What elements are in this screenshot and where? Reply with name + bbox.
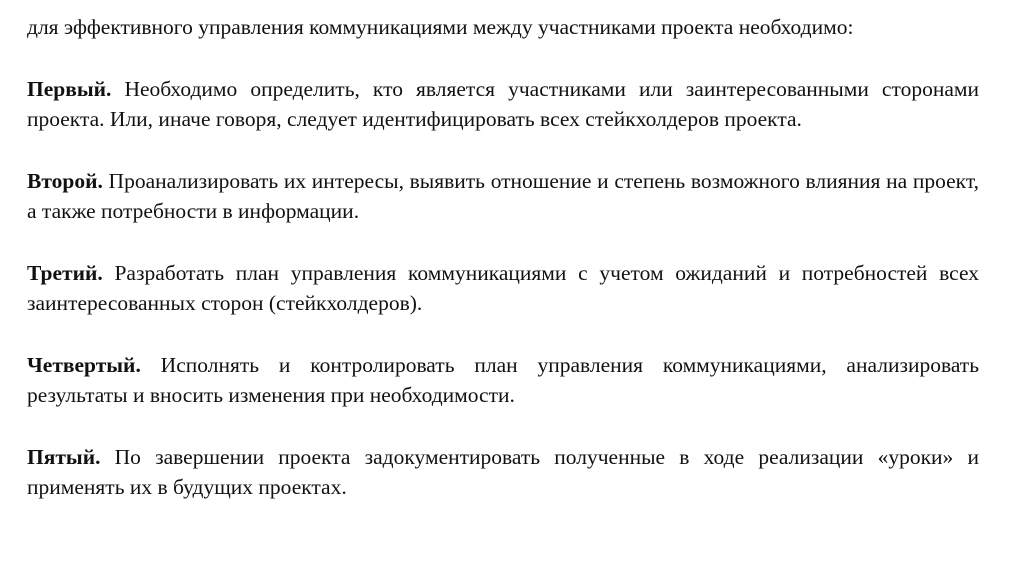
step-text-2: Проанализировать их интересы, выявить отношение и степень возможного влияния на проект, а также потребности в информации. [27,169,979,223]
document-page [27,12,979,534]
step-text-4: Исполнять и контролировать план управления коммуникациями, анализировать результаты и вносить изменения при необходимости. [27,353,980,407]
step-paragraph-4 [27,350,979,410]
step-label-5: Пятый. [27,445,101,469]
step-label-1: Первый. [27,77,112,101]
step-text-3: Разработать план управления коммуникациями с учетом ожиданий и потребностей всех заинтересованных сторон (стейкхолдеров). [27,261,979,315]
step-paragraph-3 [27,258,979,318]
step-text-5: По завершении проекта задокументировать полученные в ходе реализации «уроки» и применять их в будущих проектах. [27,445,979,499]
intro-paragraph: для эффективного управления коммуникациями между участниками проекта необходимо: [27,15,854,39]
step-paragraph-2 [27,166,979,226]
step-paragraph-5 [27,442,979,502]
step-label-2: Второй. [27,169,103,193]
step-label-4: Четвертый. [27,353,141,377]
step-label-3: Третий. [27,261,103,285]
step-text-1: Необходимо определить, кто является участниками или заинтересованными сторонами проекта. Или, иначе говоря, следует идентифицировать всех стейкхолдеров проекта. [27,77,979,131]
step-paragraph-1 [27,74,979,134]
